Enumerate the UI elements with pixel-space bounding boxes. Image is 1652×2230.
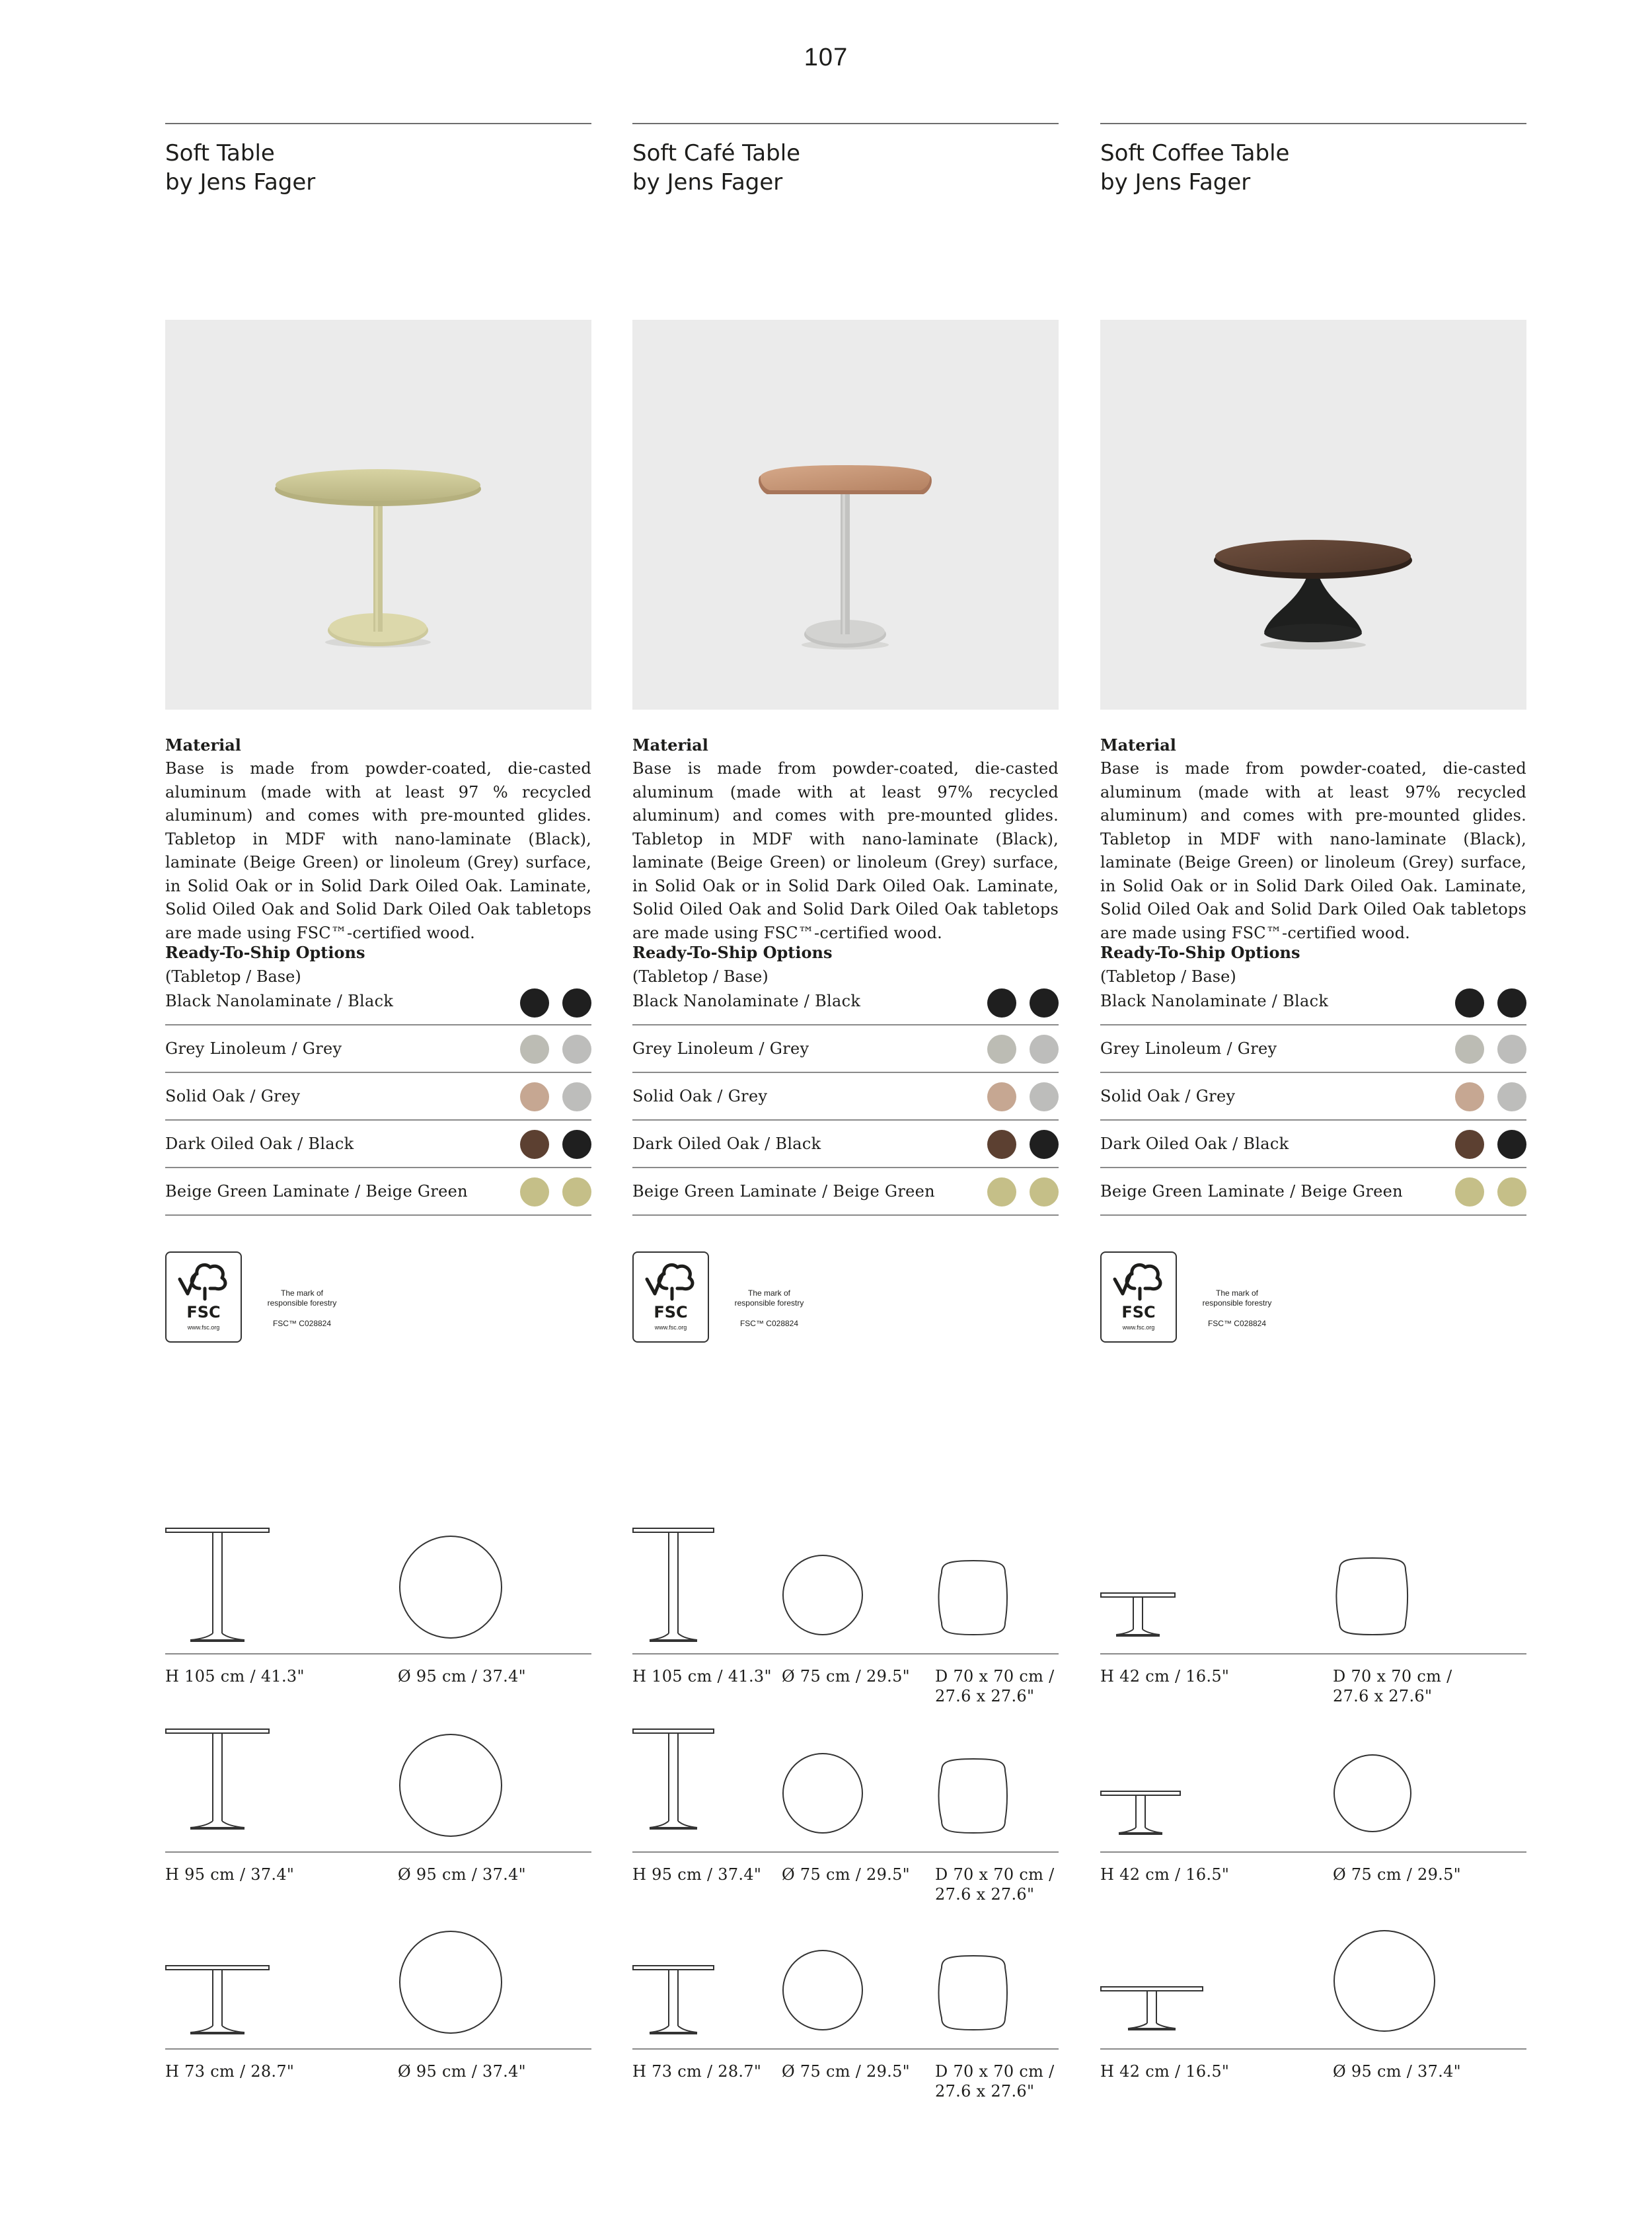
option-label: Solid Oak / Grey: [1100, 1087, 1236, 1105]
diameter-label: Ø 95 cm / 37.4": [398, 2062, 526, 2081]
product-name: Soft Coffee Table: [1100, 140, 1290, 167]
top-view-square-drawing: [1333, 1557, 1415, 1639]
option-label: Grey Linoleum / Grey: [165, 1039, 342, 1058]
page-number: 107: [804, 44, 848, 71]
diameter-label: Ø 75 cm / 29.5": [782, 1667, 910, 1686]
option-row: [1100, 1073, 1526, 1121]
base-swatch: [1497, 1130, 1526, 1159]
ready-to-ship-section: [1100, 941, 1526, 1216]
diameter-label: Ø 95 cm / 37.4": [398, 1667, 526, 1686]
height-label: H 42 cm / 16.5": [1100, 1667, 1230, 1686]
side-view-drawing: [632, 1728, 718, 1834]
side-view-drawing: [165, 1528, 271, 1647]
base-swatch: [562, 1177, 591, 1207]
top-view-round-drawing: [782, 1554, 868, 1640]
product-name: Soft Table: [165, 140, 275, 167]
square-size-label: D 70 x 70 cm /: [1333, 1667, 1452, 1686]
dimension-divider: [165, 2048, 591, 2050]
header-divider: [165, 123, 591, 124]
ready-to-ship-section: [165, 941, 591, 1216]
option-label: Black Nanolaminate / Black: [632, 992, 861, 1010]
base-swatch: [562, 988, 591, 1018]
base-swatch: [562, 1035, 591, 1064]
material-section: [1100, 733, 1526, 945]
height-label: H 73 cm / 28.7": [165, 2062, 295, 2081]
option-label: Dark Oiled Oak / Black: [165, 1134, 354, 1153]
diameter-label: Ø 75 cm / 29.5": [1333, 1865, 1461, 1884]
option-label: Beige Green Laminate / Beige Green: [165, 1182, 468, 1201]
tabletop-swatch: [987, 1082, 1016, 1111]
tabletop-swatch: [1455, 988, 1484, 1018]
top-view-round-drawing: [782, 1752, 868, 1838]
tabletop-swatch: [1455, 1177, 1484, 1207]
rts-subheading: (Tabletop / Base): [1100, 967, 1236, 986]
fsc-tagline-line2: responsible forestry: [734, 1298, 804, 1308]
fsc-license-code: FSC™ C028824: [739, 1319, 799, 1328]
top-view-square-drawing: [935, 1954, 1014, 2034]
tabletop-swatch: [987, 1177, 1016, 1207]
fsc-url: www.fsc.org: [187, 1324, 220, 1331]
dimension-divider: [1100, 2048, 1526, 2050]
height-label: H 105 cm / 41.3": [632, 1667, 772, 1686]
fsc-tagline: [720, 1288, 819, 1308]
base-swatch: [1497, 1082, 1526, 1111]
rts-heading: Ready-To-Ship Options: [165, 943, 365, 962]
option-label: Solid Oak / Grey: [632, 1087, 768, 1105]
fsc-wordmark: FSC: [654, 1303, 688, 1321]
fsc-tagline-line1: The mark of: [1215, 1288, 1259, 1298]
fsc-tagline-line1: The mark of: [747, 1288, 791, 1298]
fsc-tagline: [252, 1288, 352, 1308]
soft-table-photo: [165, 320, 591, 710]
product-column-soft-coffee-table: [1100, 123, 1526, 2081]
height-label: H 73 cm / 28.7": [632, 2062, 762, 2081]
tabletop-swatch: [1455, 1082, 1484, 1111]
square-size-label: D 70 x 70 cm /: [935, 2062, 1055, 2081]
base-swatch: [1497, 1035, 1526, 1064]
designer-name: by Jens Fager: [1100, 169, 1251, 196]
base-swatch: [1030, 1082, 1059, 1111]
product-photo: [1100, 320, 1526, 710]
option-row: [1100, 1025, 1526, 1073]
base-swatch: [1030, 988, 1059, 1018]
fsc-tagline: [1187, 1288, 1287, 1308]
material-heading: Material: [165, 735, 241, 755]
side-view-drawing: [632, 1528, 718, 1647]
fsc-logo: [165, 1251, 242, 1343]
material-description: Base is made from powder-coated, die-casted aluminum (made with at least 97% recycled aluminum) and comes with pre-mounted glides. Tabletop in MDF with nano-laminate (Black), laminate (Beige Green) or linoleum (Grey) surface, in Solid Oak or in Solid Dark Oiled Oak. Laminate, Solid Oiled Oak and Solid Dark Oiled Oak tabletops are made using FSC™-certified wood.: [632, 759, 1059, 942]
fsc-tree-icon: [1111, 1259, 1166, 1303]
diameter-label: Ø 95 cm / 37.4": [1333, 2062, 1461, 2081]
side-view-drawing: [165, 1728, 271, 1834]
dimension-divider: [165, 1653, 591, 1654]
base-swatch: [1030, 1177, 1059, 1207]
material-description: Base is made from powder-coated, die-casted aluminum (made with at least 97 % recycled aluminum) and comes with pre-mounted glides. Tabletop in MDF with nano-laminate (Black), laminate (Beige Green) or linoleum (Grey) surface, in Solid Oak or in Solid Dark Oiled Oak. Laminate, Solid Oiled Oak and Solid Dark Oiled Oak tabletops are made using FSC™-certified wood.: [165, 759, 591, 942]
square-size-label: D 70 x 70 cm /: [935, 1865, 1055, 1884]
dimension-divider: [632, 1851, 1059, 1853]
header-divider: [1100, 123, 1526, 124]
fsc-url: www.fsc.org: [1122, 1324, 1155, 1331]
product-title: [1100, 139, 1526, 197]
product-name: Soft Café Table: [632, 140, 801, 167]
option-label: Dark Oiled Oak / Black: [632, 1134, 821, 1153]
fsc-license-code: FSC™ C028824: [1207, 1319, 1267, 1328]
soft-cafe-table-photo: [632, 320, 1059, 710]
option-label: Black Nanolaminate / Black: [1100, 992, 1329, 1010]
product-title: [165, 139, 591, 197]
option-label: Black Nanolaminate / Black: [165, 992, 394, 1010]
material-heading: Material: [1100, 735, 1176, 755]
rts-subheading: (Tabletop / Base): [165, 967, 301, 986]
option-label: Grey Linoleum / Grey: [632, 1039, 809, 1058]
tabletop-swatch: [520, 1082, 549, 1111]
fsc-tree-icon: [176, 1259, 231, 1303]
option-label: Beige Green Laminate / Beige Green: [632, 1182, 935, 1201]
side-view-drawing: [632, 1965, 718, 2044]
base-swatch: [1030, 1035, 1059, 1064]
square-size-label-imperial: 27.6 x 27.6": [935, 1885, 1035, 1904]
dimension-divider: [165, 1851, 591, 1853]
material-section: [165, 733, 591, 945]
option-label: Solid Oak / Grey: [165, 1087, 301, 1105]
option-label: Dark Oiled Oak / Black: [1100, 1134, 1289, 1153]
option-row: [632, 1121, 1059, 1168]
soft-coffee-table-photo: [1100, 320, 1526, 710]
fsc-logo: [632, 1251, 709, 1343]
material-heading: Material: [632, 735, 708, 755]
option-row: [632, 1168, 1059, 1216]
fsc-certification: [1100, 1251, 1298, 1344]
top-view-round-drawing: [1333, 1754, 1415, 1836]
ready-to-ship-section: [632, 941, 1059, 1216]
dimension-divider: [1100, 1851, 1526, 1853]
fsc-wordmark: FSC: [186, 1303, 221, 1321]
side-view-drawing: [165, 1965, 271, 2044]
fsc-tagline-line2: responsible forestry: [1202, 1298, 1272, 1308]
product-title: [632, 139, 1059, 197]
product-photo: [632, 320, 1059, 710]
dimension-divider: [1100, 1653, 1526, 1654]
option-row: [165, 988, 591, 1025]
side-view-drawing: [1100, 1791, 1186, 1843]
base-swatch: [562, 1130, 591, 1159]
rts-subheading: (Tabletop / Base): [632, 967, 769, 986]
option-row: [1100, 1121, 1526, 1168]
material-description: Base is made from powder-coated, die-casted aluminum (made with at least 97% recycled aluminum) and comes with pre-mounted glides. Tabletop in MDF with nano-laminate (Black), laminate (Beige Green) or linoleum (Grey) surface, in Solid Oak or in Solid Dark Oiled Oak. Laminate, Solid Oiled Oak and Solid Dark Oiled Oak tabletops are made using FSC™-certified wood.: [1100, 759, 1526, 942]
tabletop-swatch: [1455, 1130, 1484, 1159]
dimension-divider: [632, 1653, 1059, 1654]
tabletop-swatch: [520, 988, 549, 1018]
tabletop-swatch: [520, 1177, 549, 1207]
top-view-round-drawing: [398, 1929, 504, 2035]
designer-name: by Jens Fager: [165, 169, 316, 196]
top-view-round-drawing: [398, 1732, 504, 1838]
top-view-round-drawing: [398, 1534, 504, 1640]
height-label: H 105 cm / 41.3": [165, 1667, 305, 1686]
diameter-label: Ø 95 cm / 37.4": [398, 1865, 526, 1884]
option-row: [165, 1025, 591, 1073]
product-photo: [165, 320, 591, 710]
option-row: [165, 1121, 591, 1168]
option-row: [165, 1073, 591, 1121]
fsc-certification: [165, 1251, 363, 1344]
rts-heading: Ready-To-Ship Options: [1100, 943, 1300, 962]
height-label: H 95 cm / 37.4": [632, 1865, 762, 1884]
square-size-label-imperial: 27.6 x 27.6": [1333, 1687, 1433, 1705]
fsc-license-code: FSC™ C028824: [272, 1319, 332, 1328]
base-swatch: [1030, 1130, 1059, 1159]
height-label: H 42 cm / 16.5": [1100, 1865, 1230, 1884]
diameter-label: Ø 75 cm / 29.5": [782, 2062, 910, 2081]
header-divider: [632, 123, 1059, 124]
designer-name: by Jens Fager: [632, 169, 783, 196]
base-swatch: [1497, 1177, 1526, 1207]
tabletop-swatch: [987, 1130, 1016, 1159]
height-label: H 42 cm / 16.5": [1100, 2062, 1230, 2081]
product-column-soft-table: [165, 123, 591, 2081]
square-size-label-imperial: 27.6 x 27.6": [935, 2082, 1035, 2100]
option-row: [165, 1168, 591, 1216]
dimension-divider: [632, 2048, 1059, 2050]
option-row: [1100, 1168, 1526, 1216]
tabletop-swatch: [520, 1035, 549, 1064]
tabletop-swatch: [987, 988, 1016, 1018]
tabletop-swatch: [1455, 1035, 1484, 1064]
fsc-tagline-line2: responsible forestry: [267, 1298, 337, 1308]
top-view-square-drawing: [935, 1758, 1014, 1837]
fsc-logo: [1100, 1251, 1177, 1343]
option-row: [632, 1025, 1059, 1073]
top-view-round-drawing: [1333, 1929, 1439, 2035]
option-label: Beige Green Laminate / Beige Green: [1100, 1182, 1403, 1201]
height-label: H 95 cm / 37.4": [165, 1865, 295, 1884]
option-label: Grey Linoleum / Grey: [1100, 1039, 1277, 1058]
fsc-url: www.fsc.org: [654, 1324, 687, 1331]
rts-heading: Ready-To-Ship Options: [632, 943, 833, 962]
tabletop-swatch: [520, 1130, 549, 1159]
fsc-tagline-line1: The mark of: [280, 1288, 324, 1298]
base-swatch: [1497, 988, 1526, 1018]
top-view-round-drawing: [782, 1949, 868, 2035]
fsc-tree-icon: [643, 1259, 698, 1303]
option-row: [632, 1073, 1059, 1121]
material-section: [632, 733, 1059, 945]
option-row: [1100, 988, 1526, 1025]
option-row: [632, 988, 1059, 1025]
top-view-square-drawing: [935, 1559, 1014, 1639]
product-column-soft-cafe-table: [632, 123, 1059, 2100]
side-view-drawing: [1100, 1986, 1206, 2039]
side-view-drawing: [1100, 1592, 1182, 1645]
base-swatch: [562, 1082, 591, 1111]
square-size-label-imperial: 27.6 x 27.6": [935, 1687, 1035, 1705]
square-size-label: D 70 x 70 cm /: [935, 1667, 1055, 1686]
fsc-certification: [632, 1251, 831, 1344]
tabletop-swatch: [987, 1035, 1016, 1064]
fsc-wordmark: FSC: [1121, 1303, 1156, 1321]
diameter-label: Ø 75 cm / 29.5": [782, 1865, 910, 1884]
